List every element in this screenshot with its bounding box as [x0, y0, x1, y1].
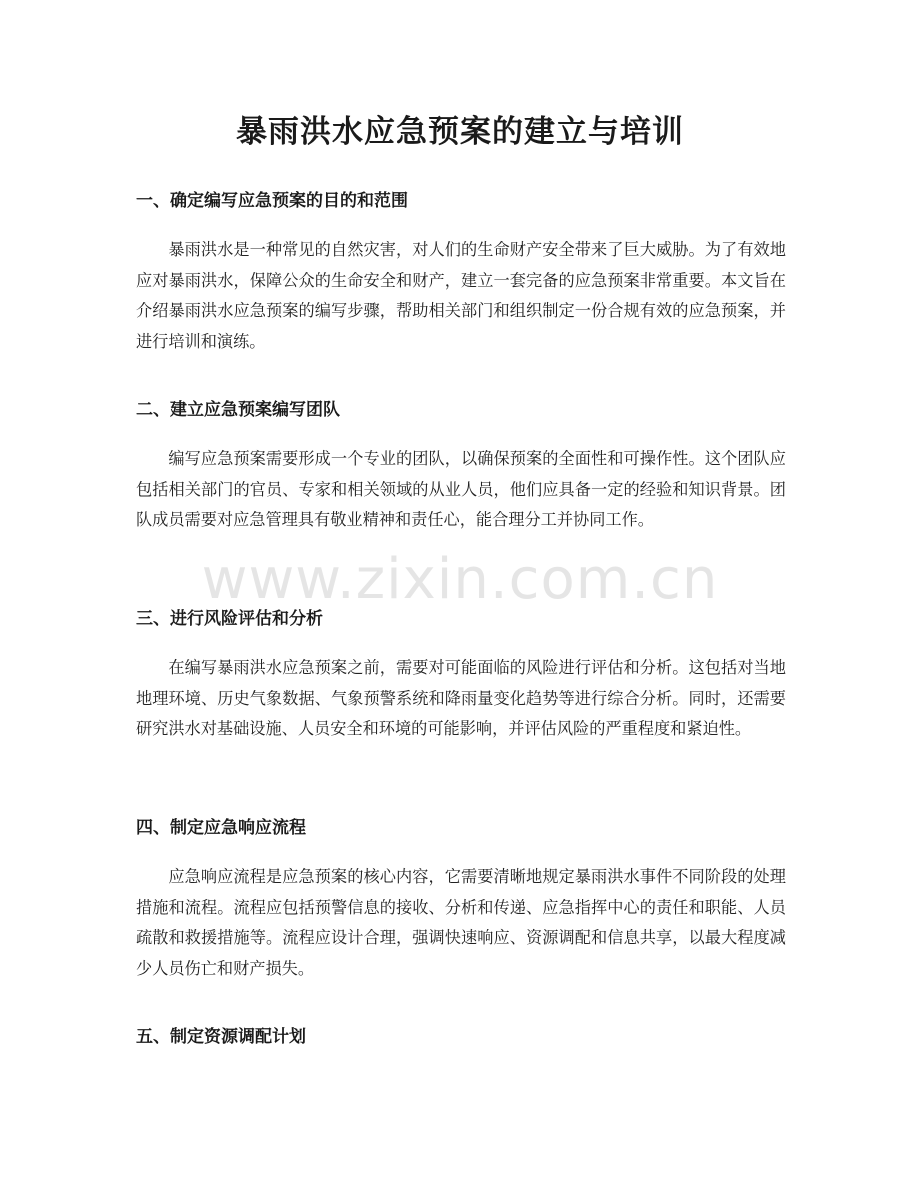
section-5: [136, 1025, 786, 1049]
section-paragraph: 在编写暴雨洪水应急预案之前，需要对可能面临的风险进行评估和分析。这包括对当地地理环境、历史气象数据、气象预警系统和降雨量变化趋势等进行综合分析。同时，还需要研究洪水对基础设施、人员安全和环境的可能影响，并评估风险的严重程度和紧迫性。: [136, 658, 786, 738]
section-paragraph: 编写应急预案需要形成一个专业的团队，以确保预案的全面性和可操作性。这个团队应包括相关部门的官员、专家和相关领域的从业人员，他们应具备一定的经验和知识背景。团队成员需要对应急管理具有敬业精神和责任心，能合理分工并协同工作。: [136, 449, 786, 529]
section-paragraph: 暴雨洪水是一种常见的自然灾害，对人们的生命财产安全带来了巨大威胁。为了有效地应对暴雨洪水，保障公众的生命安全和财产，建立一套完备的应急预案非常重要。本文旨在介绍暴雨洪水应急预案的编写步骤，帮助相关部门和组织制定一份合规有效的应急预案，并进行培训和演练。: [136, 240, 786, 351]
page-title: 暴雨洪水应急预案的建立与培训: [236, 114, 684, 150]
section-2: [136, 398, 786, 536]
section-heading: 二、建立应急预案编写团队: [136, 400, 340, 420]
section-heading: 四、制定应急响应流程: [136, 818, 306, 838]
section-heading: 一、确定编写应急预案的目的和范围: [136, 191, 408, 211]
section-heading: 三、进行风险评估和分析: [136, 609, 323, 629]
section-heading: 五、制定资源调配计划: [136, 1027, 306, 1047]
section-paragraph: 应急响应流程是应急预案的核心内容，它需要清晰地规定暴雨洪水事件不同阶段的处理措施和流程。流程应包括预警信息的接收、分析和传递、应急指挥中心的责任和职能、人员疏散和救援措施等。流程应设计合理，强调快速响应、资源调配和信息共享，以最大程度减少人员伤亡和财产损失。: [136, 867, 786, 978]
section-3: [136, 607, 786, 745]
watermark: www.zixin.com.cn: [201, 547, 719, 612]
section-1: [136, 189, 786, 357]
section-4: [136, 816, 786, 984]
